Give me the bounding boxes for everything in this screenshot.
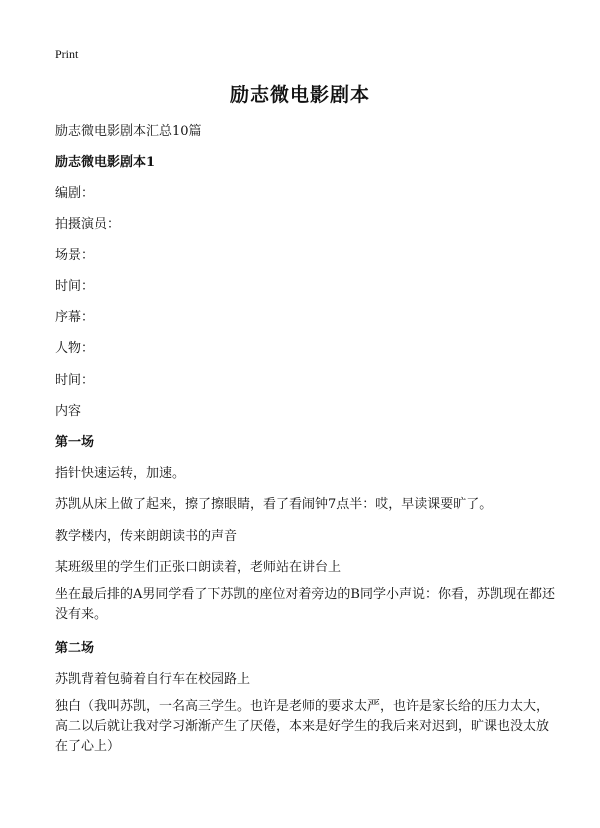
field-characters: 人物： <box>55 341 95 356</box>
field-time-2: 时间： <box>55 373 95 388</box>
print-label: Print <box>55 47 79 61</box>
scene2-line: 苏凯背着包骑着自行车在校园路上 <box>55 672 251 687</box>
scene2-paragraph: 独白（我叫苏凯，一名高三学生。也许是老师的要求太严，也许是家长给的压力太大，高二以后就让我对学习渐渐产生了厌倦，本来是好学生的我后来对迟到，旷课也没太放在了心上） <box>55 699 550 754</box>
scene1-line: 教学楼内，传来朗朗读书的声音 <box>55 529 238 544</box>
scene-heading-1: 第一场 <box>55 435 95 450</box>
field-content: 内容 <box>55 404 82 419</box>
field-prologue: 序幕： <box>55 310 95 325</box>
scene1-line: 某班级里的学生们正张口朗读着，老师站在讲台上 <box>55 560 342 575</box>
field-time: 时间： <box>55 279 95 294</box>
field-cast: 拍摄演员： <box>55 217 121 232</box>
scene-heading-2: 第二场 <box>55 641 95 656</box>
section-heading: 励志微电影剧本1 <box>55 155 156 170</box>
document-subtitle: 励志微电影剧本汇总10篇 <box>55 124 202 139</box>
scene1-paragraph: 坐在最后排的A男同学看了下苏凯的座位对着旁边的B同学小声说：你看，苏凯现在都还没有来。 <box>55 587 555 622</box>
document-title: 励志微电影剧本 <box>229 84 370 106</box>
field-screenwriter: 编剧： <box>55 186 95 201</box>
field-scene: 场景： <box>55 248 95 263</box>
scene1-line: 指针快速运转，加速。 <box>55 466 186 481</box>
scene1-line: 苏凯从床上做了起来，擦了擦眼睛，看了看闹钟7点半：哎，早读课要旷了。 <box>55 497 493 512</box>
